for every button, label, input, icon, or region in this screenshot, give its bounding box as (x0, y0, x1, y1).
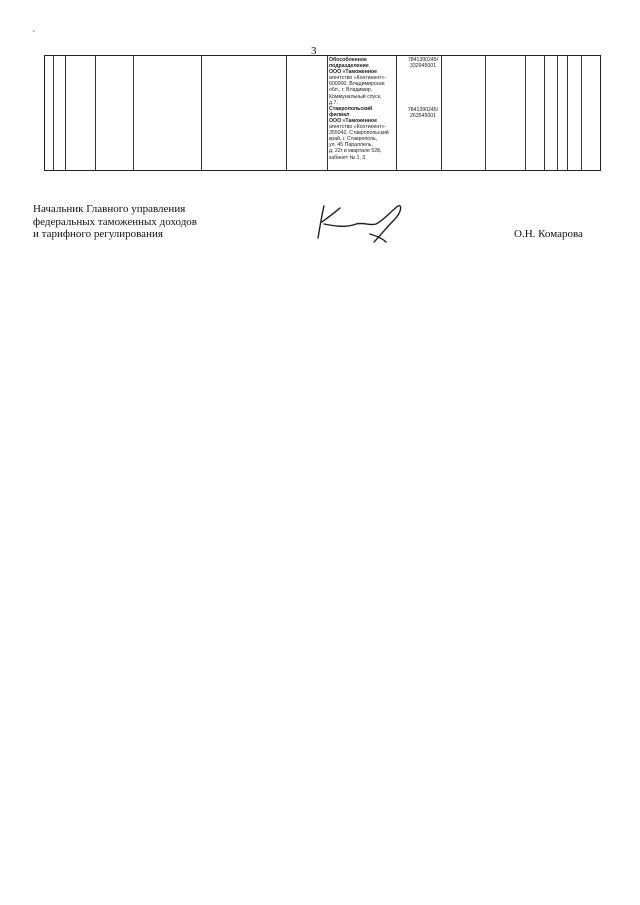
column-divider (95, 56, 96, 170)
address-line: край, г. Ставрополь, (329, 136, 378, 143)
address-line: ООО «Таможенное (329, 69, 378, 76)
position-line: и тарифного регулирования (33, 228, 163, 240)
address-line: обл., г. Владимир, (329, 87, 373, 94)
column-divider (557, 56, 558, 170)
signer-name: О.Н. Комарова (514, 228, 583, 240)
inn-line: 7841390245/ (407, 107, 439, 113)
column-divider (201, 56, 202, 170)
signatory-position (33, 203, 197, 241)
address-line: Ставропольский (329, 105, 373, 112)
column-divider (525, 56, 526, 170)
kpp-line: 332945001 (410, 63, 436, 70)
handwritten-signature (310, 198, 406, 250)
address-line: Обособленное (329, 57, 367, 63)
registry-table (44, 55, 601, 171)
column-divider (485, 56, 486, 170)
column-divider (53, 56, 54, 170)
inn-kpp-cell-1 (403, 57, 443, 69)
inn-kpp-cell-2 (403, 107, 443, 119)
column-divider (544, 56, 545, 170)
address-line: 600000, Владимирская (329, 81, 385, 88)
column-divider (396, 56, 397, 170)
column-divider (65, 56, 66, 170)
kpp-line: 263545001 (410, 113, 436, 120)
address-line: подразделение (329, 63, 369, 70)
column-divider (133, 56, 134, 170)
address-line: агентство «Континент»- (329, 124, 387, 131)
address-line: д. 22г в квартале 528, (329, 148, 382, 155)
column-divider (286, 56, 287, 170)
inn-line: 7841390245/ (407, 57, 439, 63)
page-number: 3 (311, 45, 317, 57)
address-line: агентство «Континент»- (329, 75, 387, 82)
address-line: 355042, Ставропольский (329, 130, 389, 137)
position-line: федеральных таможенных доходов (33, 215, 197, 228)
address-line: ООО «Таможенное (329, 117, 378, 124)
address-line: Коммунальный спуск, (329, 93, 382, 100)
address-line: ул. 45 Параллель, (329, 142, 373, 149)
position-line: Начальник Главного управления (33, 203, 186, 215)
address-line: д.7. (329, 99, 338, 106)
addresses-cell (329, 57, 389, 161)
column-divider (567, 56, 568, 170)
column-divider (581, 56, 582, 170)
column-divider (327, 56, 328, 170)
page-mark: ` (32, 30, 36, 41)
address-line: филиал (329, 111, 350, 118)
address-line: кабинет № 1, 3 (329, 154, 366, 161)
